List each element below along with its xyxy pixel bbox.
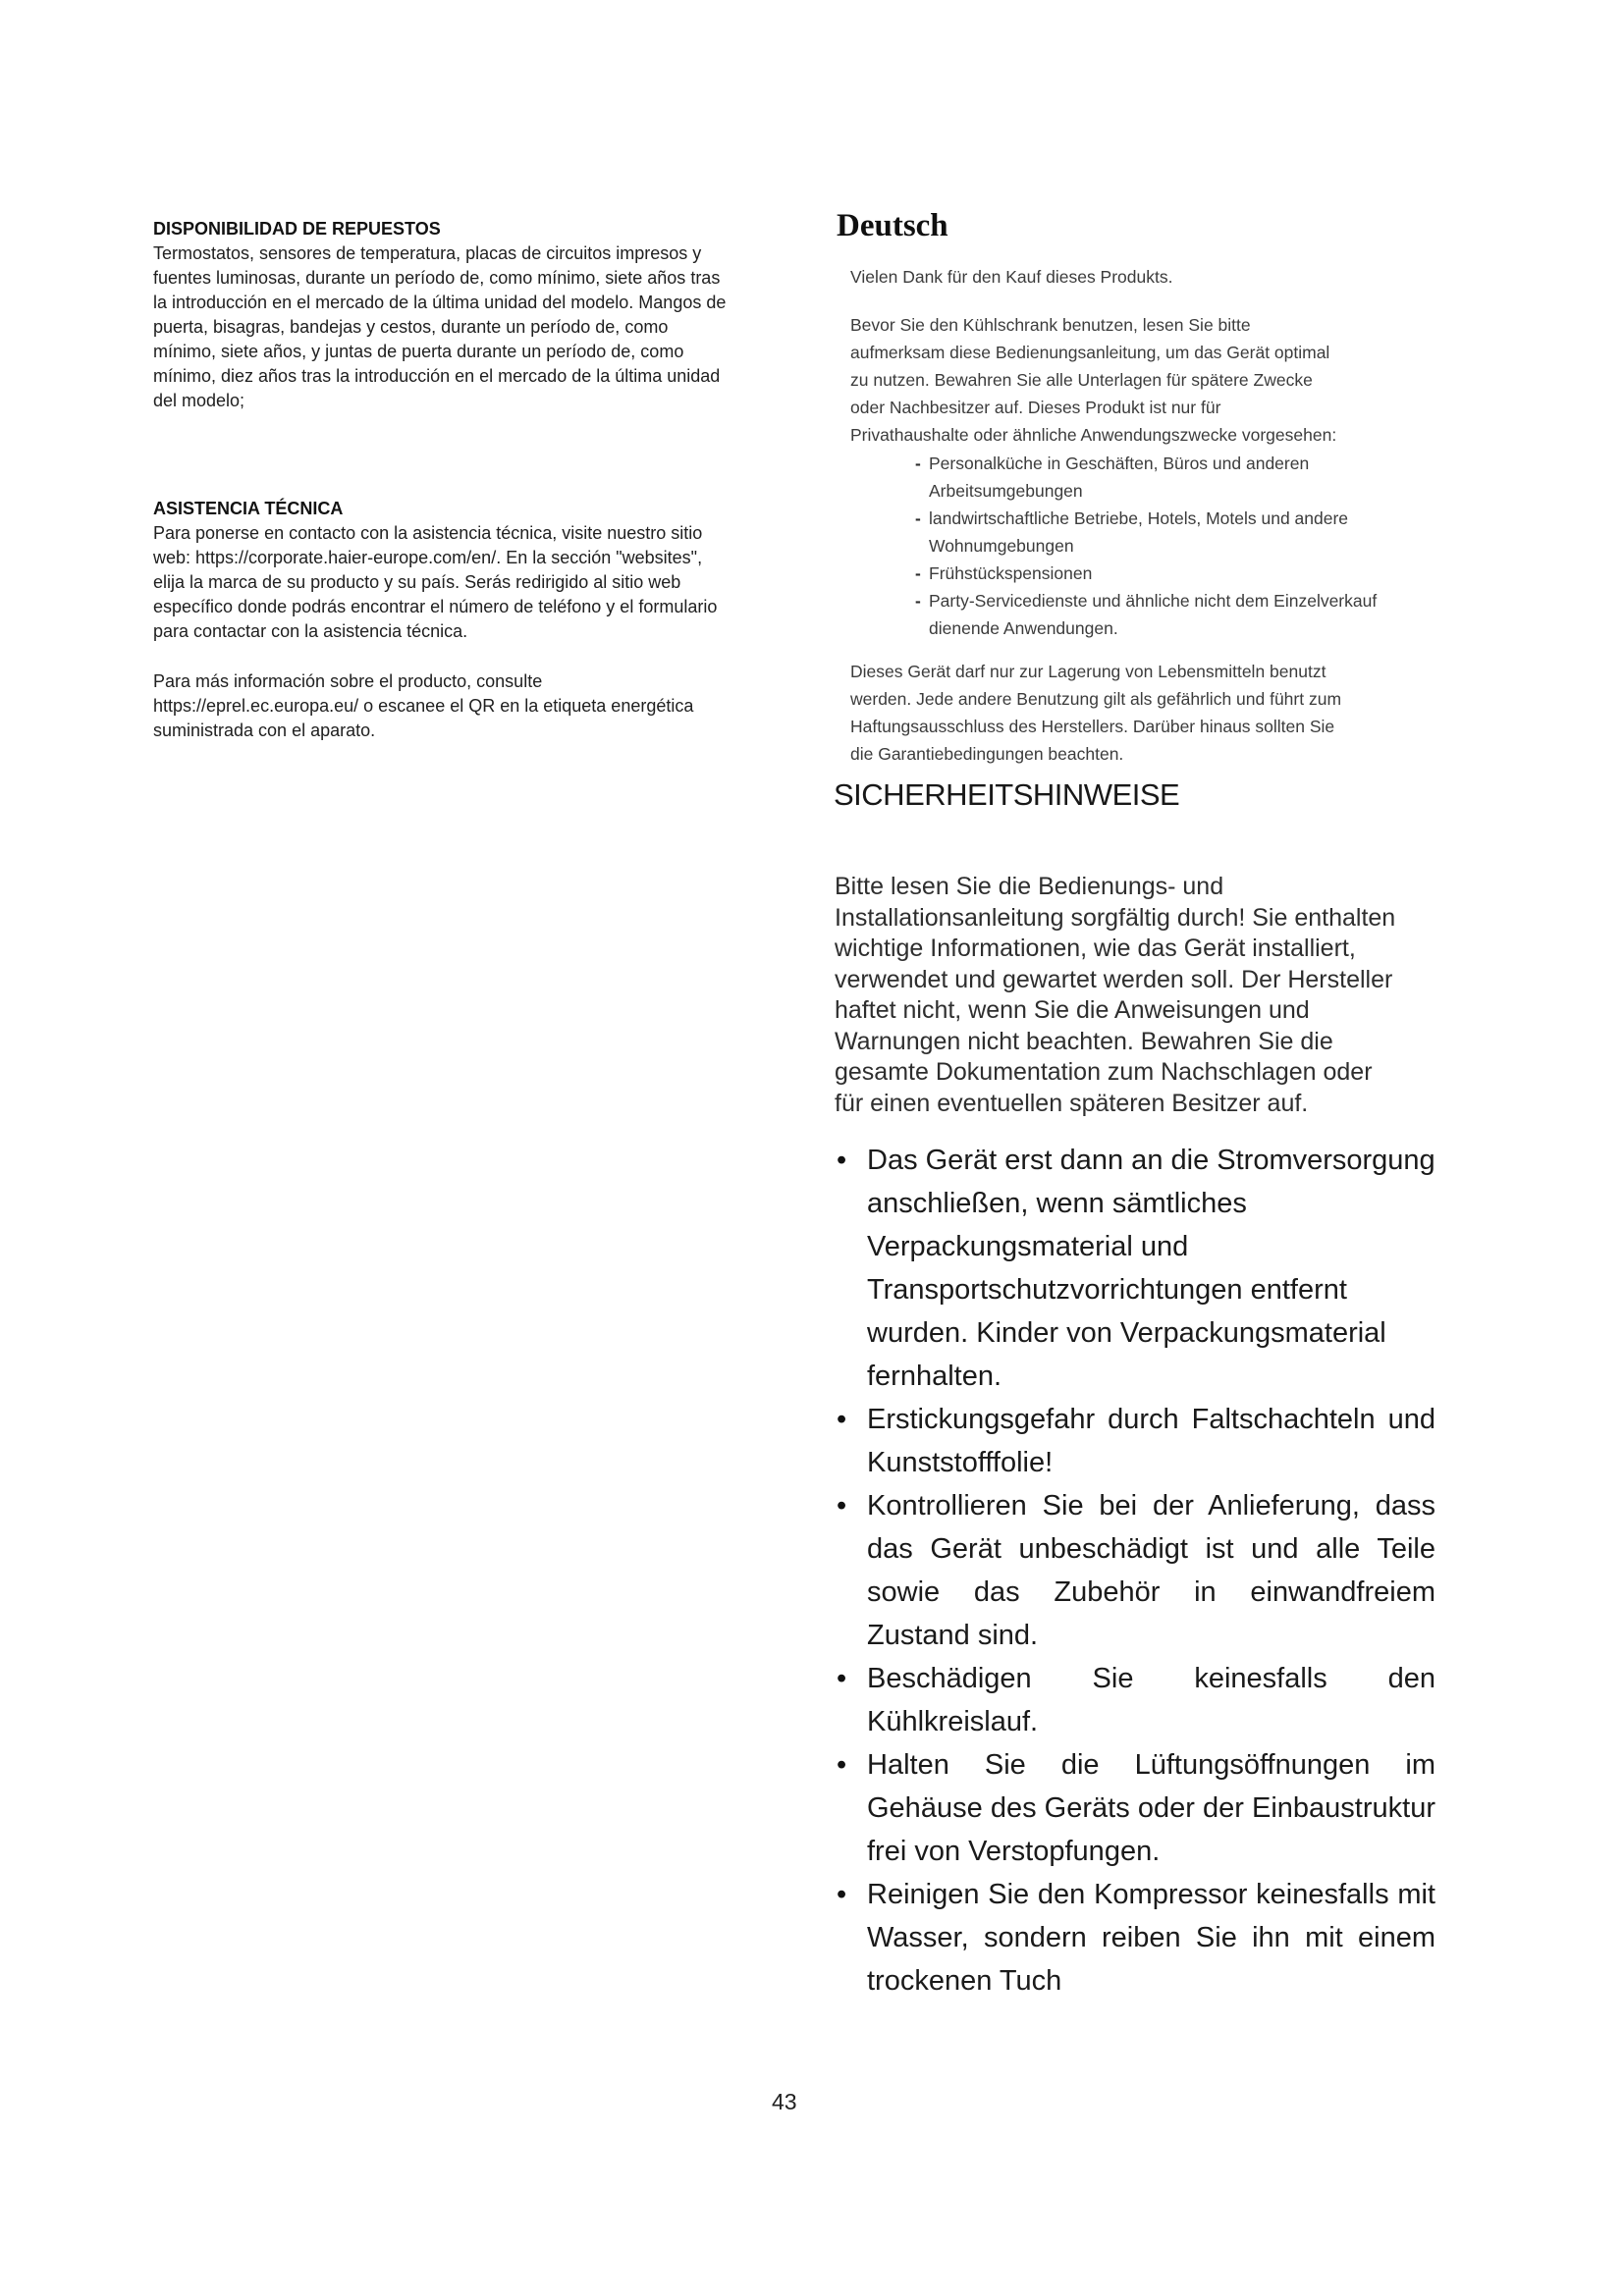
safety-bullet-list <box>835 1139 1435 2002</box>
safety-bullet-item: • Das Gerät erst dann an die Stromversorgung anschließen, wenn sämtliches Verpackungsmaterial und Transportschutzvorrichtungen entfernt wurden. Kinder von Verpackungsmaterial fernhalten. <box>835 1139 1435 1398</box>
language-heading: Deutsch <box>837 208 948 243</box>
usage-list-item: - Personalküche in Geschäften, Büros und anderen Arbeitsumgebungen <box>915 450 1388 505</box>
usage-list-item: - Frühstückspensionen <box>915 560 1388 587</box>
section-product-info <box>153 669 734 743</box>
product-info-body: Para más información sobre el producto, consulte https://eprel.ec.europa.eu/ o escanee el QR en la etiqueta energética suministrada con el aparato. <box>153 671 694 740</box>
safety-bullet-item: • Erstickungsgefahr durch Faltschachteln und Kunststofffolie! <box>835 1398 1435 1484</box>
safety-bullet-item: • Halten Sie die Lüftungsöffnungen im Gehäuse des Geräts oder der Einbaustruktur frei von Verstopfungen. <box>835 1743 1435 1873</box>
safety-bullet-item: • Beschädigen Sie keinesfalls den Kühlkreislauf. <box>835 1657 1435 1743</box>
section-technical-assistance <box>153 497 734 644</box>
safety-heading: SICHERHEITSHINWEISE <box>834 777 1180 812</box>
safety-bullet-item: • Reinigen Sie den Kompressor keinesfalls mit Wasser, sondern reiben Sie ihn mit einem trockenen Tuch <box>835 1873 1435 2002</box>
safety-bullet-item: • Kontrollieren Sie bei der Anlieferung, dass das Gerät unbeschädigt ist und alle Teile sowie das Zubehör in einwandfreiem Zustand sind. <box>835 1484 1435 1657</box>
spare-parts-heading: DISPONIBILIDAD DE REPUESTOS <box>153 219 441 239</box>
usage-list <box>915 450 1388 642</box>
usage-list-item: - landwirtschaftliche Betriebe, Hotels, Motels und andere Wohnumgebungen <box>915 505 1388 560</box>
usage-list-item: - Party-Servicedienste und ähnliche nicht dem Einzelverkauf dienende Anwendungen. <box>915 587 1388 642</box>
page-number: 43 <box>772 2089 797 2114</box>
thanks-line: Vielen Dank für den Kauf dieses Produkts. <box>850 267 1173 287</box>
technical-assistance-heading: ASISTENCIA TÉCNICA <box>153 499 344 518</box>
safety-intro-paragraph: Bitte lesen Sie die Bedienungs- und Installationsanleitung sorgfältig durch! Sie enthalten wichtige Informationen, wie das Gerät installiert, verwendet und gewartet werden soll. Der Hersteller haftet nicht, wenn Sie die Anweisungen und Warnungen nicht beachten. Bewahren Sie die gesamte Dokumentation zum Nachschlagen oder für einen eventuellen späteren Besitzer auf. <box>835 873 1396 1117</box>
spare-parts-body: Termostatos, sensores de temperatura, placas de circuitos impresos y fuentes luminosas, durante un período de, como mínimo, siete años tras la introducción en el mercado de la última unidad del modelo. Mangos de puerta, bisagras, bandejas y cestos, durante un período de, como mínimo, siete años, y juntas de puerta durante un período de, como mínimo, diez años tras la introducción en el mercado de la última unidad del modelo; <box>153 243 727 410</box>
food-storage-paragraph: Dieses Gerät darf nur zur Lagerung von Lebensmitteln benutzt werden. Jede andere Benutzung gilt als gefährlich und führt zum Haftungsausschluss des Herstellers. Darüber hinaus sollten Sie die Garantiebedingungen beachten. <box>850 662 1342 764</box>
section-spare-parts-availability <box>153 217 734 413</box>
intro-paragraph: Bevor Sie den Kühlschrank benutzen, lesen Sie bitte aufmerksam diese Bedienungsanleitung, um das Gerät optimal zu nutzen. Bewahren Sie alle Unterlagen für spätere Zwecke oder Nachbesitzer auf. Dieses Produkt ist nur für Privathaushalte oder ähnliche Anwendungszwecke vorgesehen: <box>850 315 1337 445</box>
technical-assistance-body: Para ponerse en contacto con la asistencia técnica, visite nuestro sitio web: https://corporate.haier-europe.com/en/. En la sección "websites", elija la marca de su producto y su país. Serás redirigido al sitio web específico donde podrás encontrar el número de teléfono y el formulario para contactar con la asistencia técnica. <box>153 523 718 641</box>
